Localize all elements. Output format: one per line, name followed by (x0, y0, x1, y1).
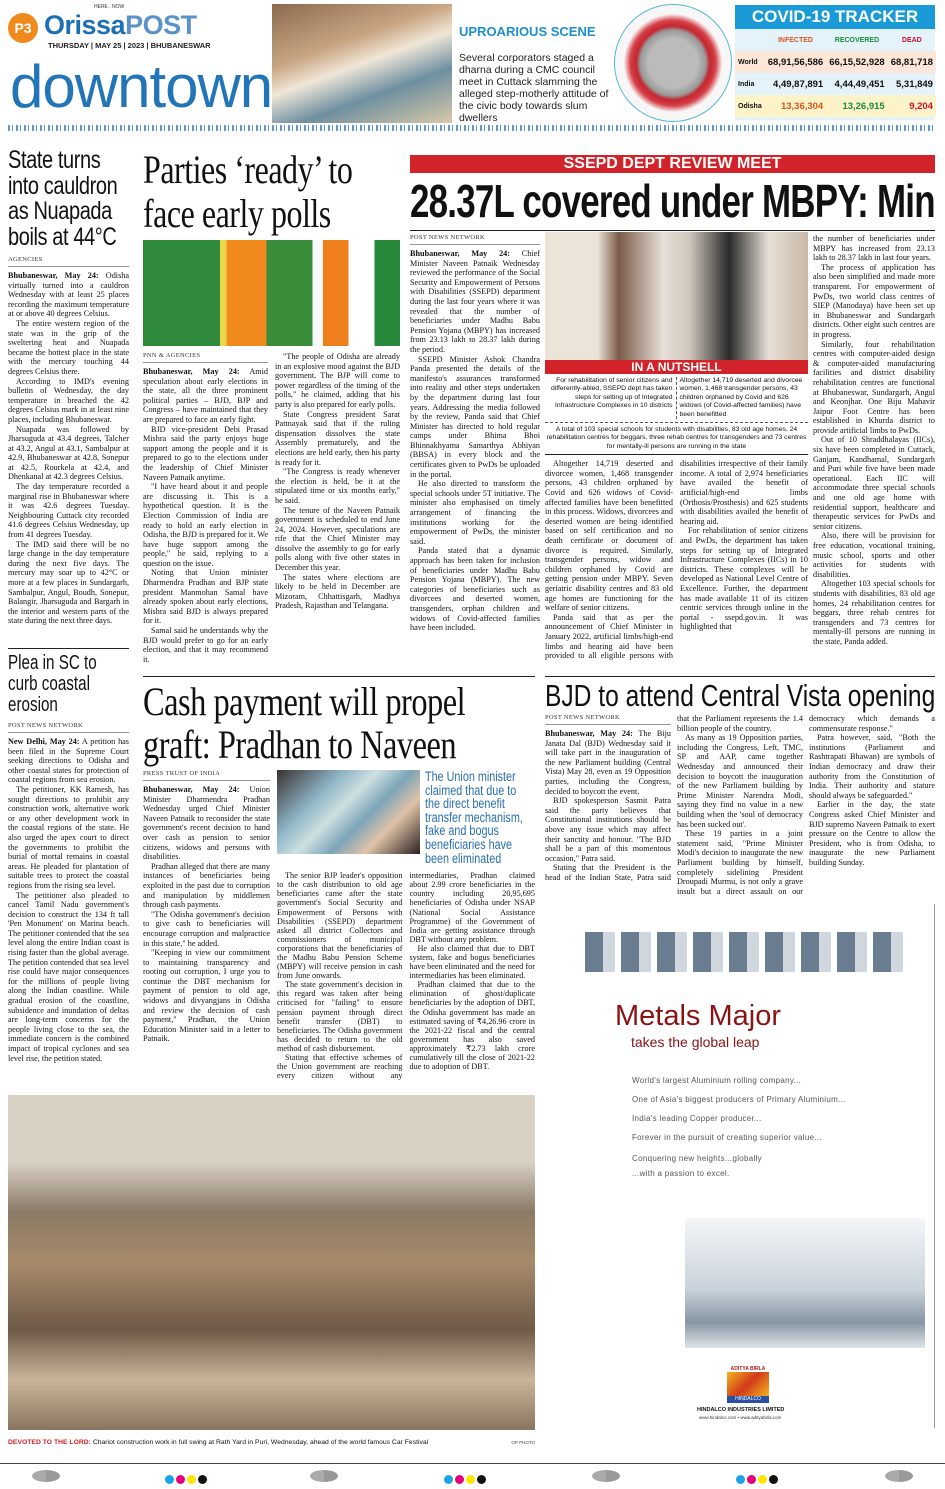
paragraph: According to IMD's evening bulletin of Wednesday, the day temperature in breached the 42 degrees Celsius mark in at least nine places, including Bhubaneswar. (8, 376, 129, 424)
cash-byline: PRESS TRUST OF INDIA (143, 770, 270, 781)
section-title: downtown (10, 53, 273, 120)
metal-products-strip (585, 932, 905, 972)
paragraph: Bhubaneswar, May 24: Odisha virtually turned into a cauldron Wednesday with at least 25 places recording the maximum temperature at or above 40 degrees Celsius. (8, 271, 129, 319)
covid-table (735, 29, 936, 117)
paragraph: The senior BJP leader's opposition to the cash distribution to old age beneficiaries came after the state government's Social Security and Empowerment of Persons with Disabilities (SSEPD) department asked all district Collectors and commissioners of municipal corporations that the beneficiaries of the Madhu Babu Pension Scheme (MBPY) will receive pension in cash from June onwards. (277, 871, 403, 981)
paragraph: For rehabilitation of senior citizens and PwDs, the department has taken steps for setting up of Integrated Infrastructure Complexes (IICs) in 10 districts. These complexes will be developed as National Level Centre of Excellence. Further, the department has made available 11 of its citizen centric services through online in the portal - ssepd.gov.in. It was highlighted that (680, 526, 808, 632)
paragraph: Bhubaneswar, May 24: Union Minister Dharmendra Pradhan Wednesday urged Chief Minister Naveen Patnaik to reconsider the state government's recent decision to hand over cash as pension to senior citizens, widows and persons with disabilities. (143, 785, 270, 862)
ad-headline: Metals Major (615, 1000, 781, 1032)
paragraph: Samal said he understands why the BJD would prefer to go for an early election, and that it may recommend it. (143, 626, 268, 664)
covid-tracker-title: COVID-19 TRACKER (735, 5, 935, 29)
paragraph: The states where elections are likely to be held in December are Mizoram, Chhattisgarh, Madhya Pradesh, Rajasthan and Telangana. (275, 572, 400, 611)
hindalco-ad (545, 904, 935, 1428)
currency-notes-photo (277, 770, 420, 854)
paragraph: Also, there will be provision for free education, vocational training, music school, sports and other activities for students with disabilities. (813, 531, 935, 579)
paragraph: Panda stated that a dynamic approach has been taken for inclusion of beneficiaries under Madhu Babu Pension Yojana (MBPY). The new categories of beneficiaries such as divorcees and deserted women, transgenders, orphan children and widows of Covid-affected families have been included. (410, 546, 540, 633)
paragraph: Nuapada was followed by Jharsuguda at 43.4 degrees, Talcher at 43.2, Angul at 43.1, Sambalpur at 42.9, Bhubaneswar at 42.8, Sonepur at 42.5, Rourkela at 42.4, and Dhenkanal at 42.3 degrees Celsius. (8, 424, 129, 482)
paragraph: "Keeping in view our commitment to maintaining transparency and rooting out corruption, I urge you to continue the DBT mechanism for payment of pension to old age, widows and divyangjans in Odisha and review the decision of cash payment," Pradhan, the Union Education Minister said in a letter to Patnaik. (143, 948, 270, 1044)
minister-press-photo (545, 232, 808, 360)
chariot-construction-photo (8, 1095, 535, 1430)
paragraph: "The Congress is ready whenever the election is held, be it at the stipulated time or six months early," he said. (275, 467, 400, 505)
story-body (143, 785, 270, 1082)
covid-row-india: India 4,49,87,891 4,44,49,451 5,31,849 (738, 78, 933, 90)
paragraph: Altogether 103 special schools for students with disabilities, 83 old age homes, 24 rehabilitation centres for beggars, three rehab centres for transgenders and 73 centres for mentally-ill persons are running in the state, Panda added. (813, 579, 935, 646)
print-marks (0, 1470, 945, 1482)
paragraph: Pradhan alleged that there are many instances of beneficiaries being exploited in the past due to corruption and manipulation by middlemen through cash payments. (143, 861, 270, 910)
paragraph: the number of beneficiaries under MBPY has increased from 23.13 lakh to 28.37 lakh in last four years. (813, 234, 935, 263)
polls-block (143, 148, 400, 672)
divider (545, 676, 935, 677)
paragraph: Out of 10 Shraddhalayas (IICs), six have been completed in Cuttack, Ganjam, Kandhamal, Sundargarh and Puri while five have been made operational. Each IIC will accommodate three special schools and one old age home with residential support, healthcare and therapeutic services for PwDs and senior citizens. (813, 435, 935, 531)
industrial-plant-photo (685, 1218, 925, 1348)
bjd-headline: BJD to attend Central Vista opening (545, 678, 936, 713)
nutshell-title: IN A NUTSHELL (545, 360, 808, 374)
nutshell-left: For rehabilitation of senior citizens and differently-abled, SSEPD dept has taken steps for setting up of Integrated Infrastructure Complexes in 10 districts (545, 377, 677, 419)
left-column (8, 148, 129, 1082)
divider (8, 648, 129, 649)
brand-logo: OrissaPOST (44, 10, 197, 40)
paragraph: State Congress president Sarat Pattnayak said that if the ruling dispensation dissolves the state Assembly prematurely, and the elections are held early, then his party is ready for it. (275, 409, 400, 467)
ad-web: www.hindalco.com • www.adityabirla.com (699, 1415, 782, 1420)
nutshell-right: Altogether 14,719 deserted and divorcee women, 1,468 transgender persons, 43 children orphaned by Covid and 626 widows (of Covid-affected families) have been benefitted (679, 377, 803, 418)
paragraph: BJD vice-president Debi Prasad Mishra said the party enjoys huge support among the people and it is prepared to go to the elections under the leadership of Chief Minister Naveen Patnaik anytime. (143, 424, 268, 482)
polls-headline: Parties ‘ready’ to face early polls (143, 147, 353, 236)
heat-byline: AGENCIES (8, 256, 129, 267)
paragraph: Patra however, said, "Both the institutions (Parliament and Rashtrapati Bhawan) are symbols of Indian democracy and draw their authority from the Constitution of India. Their authority and stature should always be safeguarded." (809, 733, 935, 800)
ad-subhead: takes the global leap (631, 1034, 760, 1050)
paragraph: He also directed to transform the special schools under 5T initiative. The minister also emphasised on timely arrangement of financing the institutions working for the empowerment of PwDs, the minister said. (410, 479, 540, 546)
divider (143, 676, 535, 677)
bjd-story (545, 714, 935, 900)
ssepd-story-col4 (813, 234, 935, 670)
nutshell-box (545, 360, 808, 455)
ssepd-byline: POST NEWS NETWORK (410, 234, 540, 245)
ad-company: HINDALCO INDUSTRIES LIMITED (697, 1407, 785, 1413)
cash-story-col1 (143, 770, 270, 1082)
paragraph: "The Odisha government's decision to give cash to beneficiaries will encourage corruption and malpractice in this state," he added. (143, 909, 270, 948)
teaser-kicker: UPROARIOUS SCENE (459, 24, 596, 39)
heat-headline: State turns into cauldron as Nuapada boils at 44°C (8, 146, 118, 251)
story-body (143, 352, 400, 672)
paragraph: Panda said that as per the announcement of Chief Minister in January 2022, artificial limbs/high-end limbs and hearing aid have been provided to all eligible persons with disabilities irrespective of their family income. A total of 2,974 beneficiaries have availed the benefit of artificial/high-end limbs (Orthosis/Prosthesis) and 625 students with disabilities availed the benefit of hearing aid. (545, 459, 808, 661)
covid-row-odisha: Odisha 13,36,304 13,26,915 9,204 (735, 95, 936, 117)
dateline: THURSDAY | MAY 25 | 2023 | BHUBANESWAR (48, 41, 211, 50)
header-infected: INFECTED (777, 36, 813, 44)
covid-tracker (735, 5, 935, 120)
paragraph: Altogether 14,719 deserted and divorcee women, 1,468 transgender persons, 43 children orphaned by Covid and 626 widows of Covid-affected families have been benefitted in this process. Widows, divorcees and deserted women are being identified based on self certification and no death certificate or document of divorce is required. Similarly, transgender persons, widow and children orphaned by Covid are getting pension under MBPY. Seven geriatric disability centres and 83 old age homes are functioning for the welfare of senior citizens. (545, 459, 673, 613)
story-body (410, 249, 540, 670)
paragraph: The day temperature recorded a marginal rise in Bhubaneswar where it was 42.6 degrees Tuesday. Neighbouring Cuttack city recorded 41.6 degrees Celsius Wednesday, up from 41 degrees Tuesday. (8, 482, 129, 540)
ssepd-banner: SSEPD DEPT REVIEW MEET (410, 155, 935, 173)
polls-byline: PNN & AGENCIES (143, 352, 268, 363)
ssepd-story-col1 (410, 234, 540, 670)
page-number-badge: P3 (8, 13, 38, 43)
ad-lines: World's largest Aluminium rolling company... One of Asia's biggest producers of Primary Aluminium... India's leading Copper producer... Forever in the pursuit of creating superior value... Conquering new heights...globally ...with a passion to excel. (632, 1076, 846, 1178)
paragraph: The petitioner also pleaded to cancel Tamil Nadu government's decision to construct the 134 ft tall 'Pen Monument' on Marina beach. The petitioner contended that the sea level along the entire Indian coast is rising faster than the global average. The petition contended that sea level rise could have major consequences for the millions of people living along the Indian coastline. While gradual erosion of the coastline, subsidence and inundation of deltas are long-term concerns for the people living close to the sea, the immediate concern is the combined impact of tropical cyclones and sea level rise, the petition stated. (8, 890, 129, 1063)
paragraph: The process of application has also been simplified and made more transparent. For empowerment of PwDs, two world class centres of SIEP (Manodaya) have been set up in Bhubaneswar and Sundargarh districts. Other eight such centres are in progress. (813, 262, 935, 339)
paragraph: Similarly, four rehabilitation centres with computer-aided design & computer-aided manufacturing facilities and district disability rehabilitation centres are functional at Bhubaneswar, Sundargarh, Angul and Keonjhar. One Biju Mahavir Jaipur Foot Centre has been established in Khurda district to provide artificial limbs to PwDs. (813, 339, 935, 435)
paragraph: The petitioner, KK Ramesh, has sought directions to prohibit any construction work, alternative work or any other development work in the coastal regions of the state. He also urged the apex court to direct the governments to prohibit the burial of mortal remains in coastal areas. He pleaded for plantation of suitable trees to protect the coastal regions from the rising sea level. (8, 784, 129, 890)
cash-pullout: The Union minister claimed that due to the direct benefit transfer mechanism, fake and bogus beneficiaries have been eliminated (425, 769, 523, 866)
nutshell-bottom: A total of 103 special schools for students with disabilities, 83 old age homes, 24 rehabilitation centres for beggars, three rehab centres for transgenders and 73 centres for mentally-ill persons are running in the state (545, 423, 808, 455)
covid-row-world: World 68,91,56,586 66,15,52,928 68,81,718 (735, 51, 936, 73)
header-divider (8, 125, 936, 131)
paragraph: "I have heard about it and people are discussing it. This is a hypothetical question. It is the Election Commission of India are ready to hold an early election in Odisha, the BJD is prepared for it. We have huge support among the people," he said, replying to a question on the issue. (143, 482, 268, 568)
paragraph: He also claimed that due to DBT system, fake and bogus beneficiaries have been eliminated and the need for intermediaries has been eliminated. (409, 943, 535, 981)
paragraph: The IMD said there will be no large change in the day temperature during the next five days. The mercury may soar up to 42°C or more at a few places in Sundargarh, Sambalpur, Angul, Boudh, Sonepur, Balangir, Jharsuguda and Bargarh in the interior and western parts of the state during the next three days. (8, 539, 129, 626)
paragraph: Bhubaneswar, May 24: Amid speculation about early elections in the state, all the three prominent political parties – BJD, BJP and Congress – have maintained that they are prepared to face an early fight. (143, 367, 268, 424)
cash-columns (143, 770, 535, 1082)
heat-story-body (8, 271, 129, 643)
paragraph: Stating that the President is the head of the Indian State, Patra said that the Parliament represents the 1.4 billion people of the country. (545, 714, 803, 882)
aditya-birla-logo: ADITYA BIRLA HINDALCO (727, 1366, 769, 1403)
plea-headline: Plea in SC to curb coastal erosion (8, 652, 97, 716)
paragraph: New Delhi, May 24: A petition has been filed in the Supreme Court seeking directions to Odisha and other coastal states for protection of coastal regions from sea erosion. (8, 737, 129, 785)
paragraph: The tenure of the Naveen Patnaik government is scheduled to end June 24, 2024. However, speculations are rife that the Chief Minister may dissolve the assembly to go for early polls along with five other states in December this year. (275, 505, 400, 573)
paragraph: The state government's decision in this regard was taken after being criticised for "failing" to ensure pension payment through direct benefit transfer (DBT) to beneficiaries. The Odisha government has decided to return to the old method of cash disbursement. (277, 980, 403, 1053)
paragraph: SSEPD Minister Ashok Chandra Panda presented the details of the manifesto's assurances transformed into reality and other steps undertaken by the department during last four years. Addressing the media followed by the review, Panda said that Chief Minister has directed to hold regular camps under Bhima Bhoi Bhinnakhyama Samarthya Abhiyan (BBSA) in every block and the certificates given to PwDs be uploaded in the portal. (410, 354, 540, 479)
ssepd-headline: 28.37L covered under MBPY: Min (410, 175, 935, 227)
paragraph: These 19 parties in a joint statement said, "Prime Minister Modi's decision to inaugurate the new Parliament building by himself, completely sidelining President Droupadi Murmu, is not only a grave insult but a direct assault on our democracy which demands a commensurate response." (677, 714, 935, 896)
polls-story (143, 352, 400, 672)
divider (410, 230, 935, 231)
paragraph: Earlier in the day, the state Congress asked Chief Minister and BJD supremo Naveen Patnaik to exert pressure on the Centre to allow the President, who is from Odisha, to inaugurate the new Parliament building Sunday. (809, 800, 935, 867)
header-dead: DEAD (901, 36, 922, 44)
teaser-text: Several corporators staged a dharna during a CMC council meet in Cuttack slamming the alleged step-motherly attitude of the civic body towards slum dwellers (459, 52, 609, 124)
paragraph: BJD spokesperson Sasmit Patra said the party believes that Constitutional institutions should be above any issue which may affect their sanctity and honour. "The BJD shall be a part of this momentous occasion," Patra said. (545, 796, 671, 863)
virus-illustration (614, 4, 732, 122)
paragraph: Bhubaneswar, May 24: The Biju Janata Dal (BJD) Wednesday said it will take part in the inauguration of the new Parliament building (Central Vista) May 28, even as 19 Opposition parties, including the Congress, decided to boycott the event. (545, 729, 672, 796)
party-flags-photo (143, 240, 400, 346)
story-body (545, 714, 935, 900)
masthead (8, 5, 273, 125)
cash-block (143, 680, 535, 1082)
paragraph: The entire western region of the state was in the grip of the sweltering heat and Nuapada became the hottest place in the state with the mercury touching 44 degrees Celsius there. (8, 318, 129, 376)
bjd-byline: POST NEWS NETWORK (545, 714, 671, 725)
paragraph: Bhubaneswar, May 24: Chief Minister Naveen Patnaik Wednesday reviewed the performance of the Social Security and Empowerment of Persons with Disabilities (SSEPD) department during the last four years where it was revealed that the number of beneficiaries under Madhu Babu Pension Yojana (MBPY) has increased from 23.13 lakh to 28.37 lakh during the period. (410, 249, 540, 354)
ssepd-middle (545, 232, 808, 670)
brand-tagline: HERE . NOW (94, 4, 125, 10)
plea-story-body (8, 737, 129, 1082)
paragraph: Stating that effective schemes of the Union government are reaching every citizen without any intermediaries, Pradhan claimed about 2.99 crore beneficiaries in the country including 20,95,695 beneficiaries of Odisha under NSAP (National Social Assistance Programme) of the Government of India are getting assistance through DBT without any problem. (277, 871, 535, 1081)
council-meet-photo (272, 4, 452, 123)
ssepd-story-col23 (545, 459, 808, 670)
photo-caption: DEVOTED TO THE LORD: Chariot construction work in full swing at Rath Yard in Puri, Wednesday, ahead of the world famous Car Festival OP PHOTO (8, 1439, 535, 1446)
cash-story-col23 (277, 871, 535, 1082)
paragraph: Noting that Union minister Dharmendra Pradhan and BJP state president Manmohan Samal have already spoken about early elections, Mishra said BJD is always prepared for it. (143, 568, 268, 626)
plea-byline: POST NEWS NETWORK (8, 722, 129, 733)
cash-headline: Cash payment will propel graft: Pradhan to Naveen (143, 679, 466, 767)
paragraph: "The people of Odisha are already in an explosive mood against the BJD government. The BJP will come to power regardless of the timing of the polls," he claimed, adding that his party is also prepared for early polls. (275, 352, 400, 409)
header-recovered: RECOVERED (834, 36, 880, 44)
paragraph: Pradhan claimed that due to the elimination of ghost/duplicate beneficiaries by the adoption of DBT, the Odisha government has made an estimated saving of ₹4,26.96 crore in the 2021-22 fiscal and the central government has also saved approximately ₹2.73 lakh crore cumulatively till the close of 2021-22 due to adoption of DBT. (409, 980, 535, 1072)
divider (0, 1463, 945, 1464)
paragraph: As many as 19 Opposition parties, including the Congress, Left, TMC, SP and AAP, came together Wednesday and announced their decision to boycott the inauguration of the new Parliament building by Prime Minister Narendra Modi, saying they find no value in a new building when the 'soul of democracy has been sucked out'. (677, 733, 803, 829)
cash-right (277, 770, 535, 1082)
